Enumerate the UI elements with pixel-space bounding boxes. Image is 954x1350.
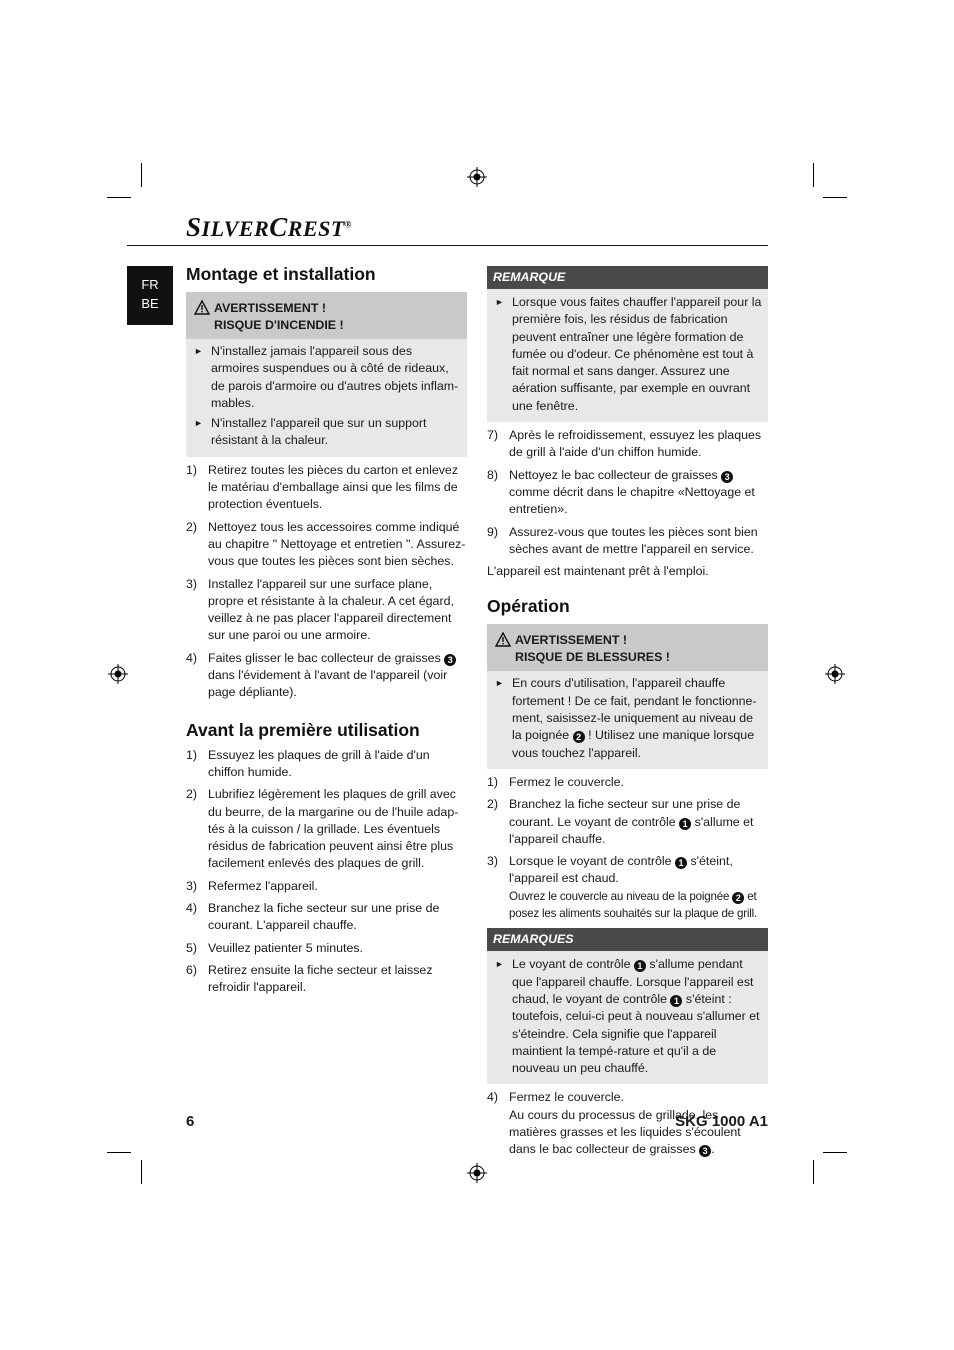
list-item: 4) Faites glisser le bac collecteur de graisses 3 dans l'évidement à l'avant de l'appareil (voir page dépliante). (186, 650, 467, 702)
section-title-montage: Montage et installation (186, 264, 376, 284)
list-item: 2) Nettoyez tous les accessoires comme indiqué au chapitre " Nettoyage et entretien ". Assurez-vous que toutes les pièces sont bien sèches. (186, 519, 466, 569)
notes-label: REMARQUES (487, 928, 768, 951)
section-title-first-use: Avant la première utilisation (186, 719, 420, 740)
page-number: 6 (186, 1113, 195, 1130)
fire-warning-box: AVERTISSEMENT ! RISQUE D'INCENDIE ! ► N'installez jamais l'appareil sous des armoires suspendues ou à côté de rideaux, de parois d'armoire ou d'autres objets inflam-mables. ► N'installez l'appareil que sur un support résistant à la chaleur. (186, 292, 467, 457)
registration-mark-icon (467, 167, 487, 187)
crop-mark (107, 1152, 131, 1153)
language-tab: FR BE (127, 266, 173, 325)
part-number-badge: 3 (699, 1145, 711, 1157)
ready-text: L'appareil est maintenant prêt à l'emploi. (487, 564, 709, 579)
arrow-bullet-icon: ► (194, 418, 203, 429)
list-item: 9) Assurez-vous que toutes les pièces sont bien sèches avant de mettre l'appareil en service. (487, 524, 758, 556)
left-column (186, 262, 467, 997)
montage-steps (186, 462, 467, 702)
warning-triangle-icon (495, 632, 511, 647)
note-label: REMARQUE (487, 266, 768, 289)
brand-logo: SILVERCREST® (186, 212, 353, 242)
right-column (487, 266, 768, 1159)
injury-warning-box: AVERTISSEMENT ! RISQUE DE BLESSURES ! ► En cours d'utilisation, l'appareil chauffe fortement ! De ce fait, pendant le fonctionne-ment, saisissez-le uniquement au niveau de la poignée 2 ! Utilisez une manique lorsque vous touchez l'appareil. (487, 624, 768, 768)
arrow-bullet-icon: ► (194, 346, 203, 356)
list-item: ► N'installez l'appareil que sur un support résistant à la chaleur. (194, 415, 461, 450)
crop-mark (141, 1160, 142, 1184)
arrow-bullet-icon: ► (495, 959, 504, 970)
notes-box (487, 928, 768, 1084)
crop-mark (823, 197, 847, 198)
list-item: 1) Retirez toutes les pièces du carton et enlevez le matériau d'emballage ainsi que les films de protection éventuels. (186, 462, 459, 512)
list-item: 1) Fermez le couvercle. (487, 774, 624, 789)
list-item: ► Le voyant de contrôle 1 s'allume pendant que l'appareil chauffe. Lorsque l'appareil est chaud, le voyant de contrôle 1 s'éteint : toutefois, celui-ci peut à nouveau s'allumer et s'éteindre. Cela signifie que l'appareil maintient la tempé-rature et qu'il a de nouveau un peu chauffé. (495, 956, 762, 1077)
part-number-badge: 2 (732, 892, 744, 904)
warning-triangle-icon (194, 300, 210, 315)
list-item: 3) Lorsque le voyant de contrôle 1 s'éteint, l'appareil est chaud. Ouvrez le couvercle au niveau de la poignée 2 et posez les aliments souhaités sur la plaque de grill. (487, 854, 758, 921)
list-item: 3) Refermez l'appareil. (186, 878, 318, 893)
part-number-badge: 3 (444, 654, 456, 666)
registration-mark-icon (108, 664, 128, 684)
part-number-badge: 1 (634, 960, 646, 972)
first-use-steps (186, 747, 467, 997)
list-item: 7) Après le refroidissement, essuyez les plaques de grill à l'aide d'un chiffon humide. (487, 428, 762, 460)
crop-mark (141, 163, 142, 187)
list-item: 3) Installez l'appareil sur une surface plane, propre et résistante à la chaleur. A cet égard, veillez à ne pas placer l'appareil directement sur une paroi ou une armoire. (186, 576, 454, 643)
list-item: 4) Fermez le couvercle. Au cours du processus de grillade, les matières grasses et les liquides s'écoulent dans le bac collecteur de graisses 3 . (487, 1090, 741, 1157)
arrow-bullet-icon: ► (495, 678, 504, 689)
first-use-steps-continued (487, 427, 768, 558)
part-number-badge: 1 (679, 818, 691, 830)
part-number-badge: 3 (721, 471, 733, 483)
registration-mark-icon (467, 1163, 487, 1183)
list-item: 2) Branchez la fiche secteur sur une prise de courant. Le voyant de contrôle 1 s'allume et l'appareil chauffe. (487, 797, 754, 846)
part-number-badge: 1 (670, 995, 682, 1007)
list-item: ► N'installez jamais l'appareil sous des armoires suspendues ou à côté de rideaux, de parois d'armoire ou d'autres objets inflam-mables. (194, 343, 461, 412)
crop-mark (823, 1152, 847, 1153)
model-number: SKG 1000 A1 (675, 1113, 768, 1130)
registration-mark-icon (825, 664, 845, 684)
crop-mark (107, 197, 131, 198)
list-item: ► Lorsque vous faites chauffer l'appareil pour la première fois, les résidus de fabrication peuvent entraîner une légère formation de fumée ou d'odeur. Ce phénomène est tout à fait normal et sans danger. Assurez une aération suffisante, par exemple en ouvrant une fenêtre. (495, 294, 762, 415)
list-item: 8) Nettoyez le bac collecteur de graisses 3 comme décrit dans le chapitre «Nettoyage et entretien». (487, 467, 755, 517)
list-item: 4) Branchez la fiche secteur sur une prise de courant. L'appareil chauffe. (186, 901, 440, 933)
crop-mark (813, 163, 814, 187)
section-title-operation: Opération (487, 596, 570, 617)
list-item: 5) Veuillez patienter 5 minutes. (186, 940, 363, 955)
list-item: 1) Essuyez les plaques de grill à l'aide d'un chiffon humide. (186, 747, 430, 779)
crop-mark (813, 1160, 814, 1184)
list-item: 6) Retirez ensuite la fiche secteur et laissez refroidir l'appareil. (186, 962, 433, 995)
list-item: 2) Lubrifiez légèrement les plaques de grill avec du beurre, de la margarine ou de l'huile adap-tés à la cuisson / la grillade. Les éventuels résidus de fabrication peuvent ainsi être plus facilement enlevés des plaques de grill. (186, 787, 459, 871)
part-number-badge: 2 (573, 731, 585, 743)
note-box (487, 266, 768, 422)
header-rule (127, 245, 768, 246)
arrow-bullet-icon: ► (495, 297, 504, 307)
list-item: ► En cours d'utilisation, l'appareil chauffe fortement ! De ce fait, pendant le fonctionne-ment, saisissez-le uniquement au niveau de la poignée 2 ! Utilisez une manique lorsque vous touchez l'appareil. (495, 675, 762, 761)
part-number-badge: 1 (675, 857, 687, 869)
operation-steps (487, 774, 768, 922)
